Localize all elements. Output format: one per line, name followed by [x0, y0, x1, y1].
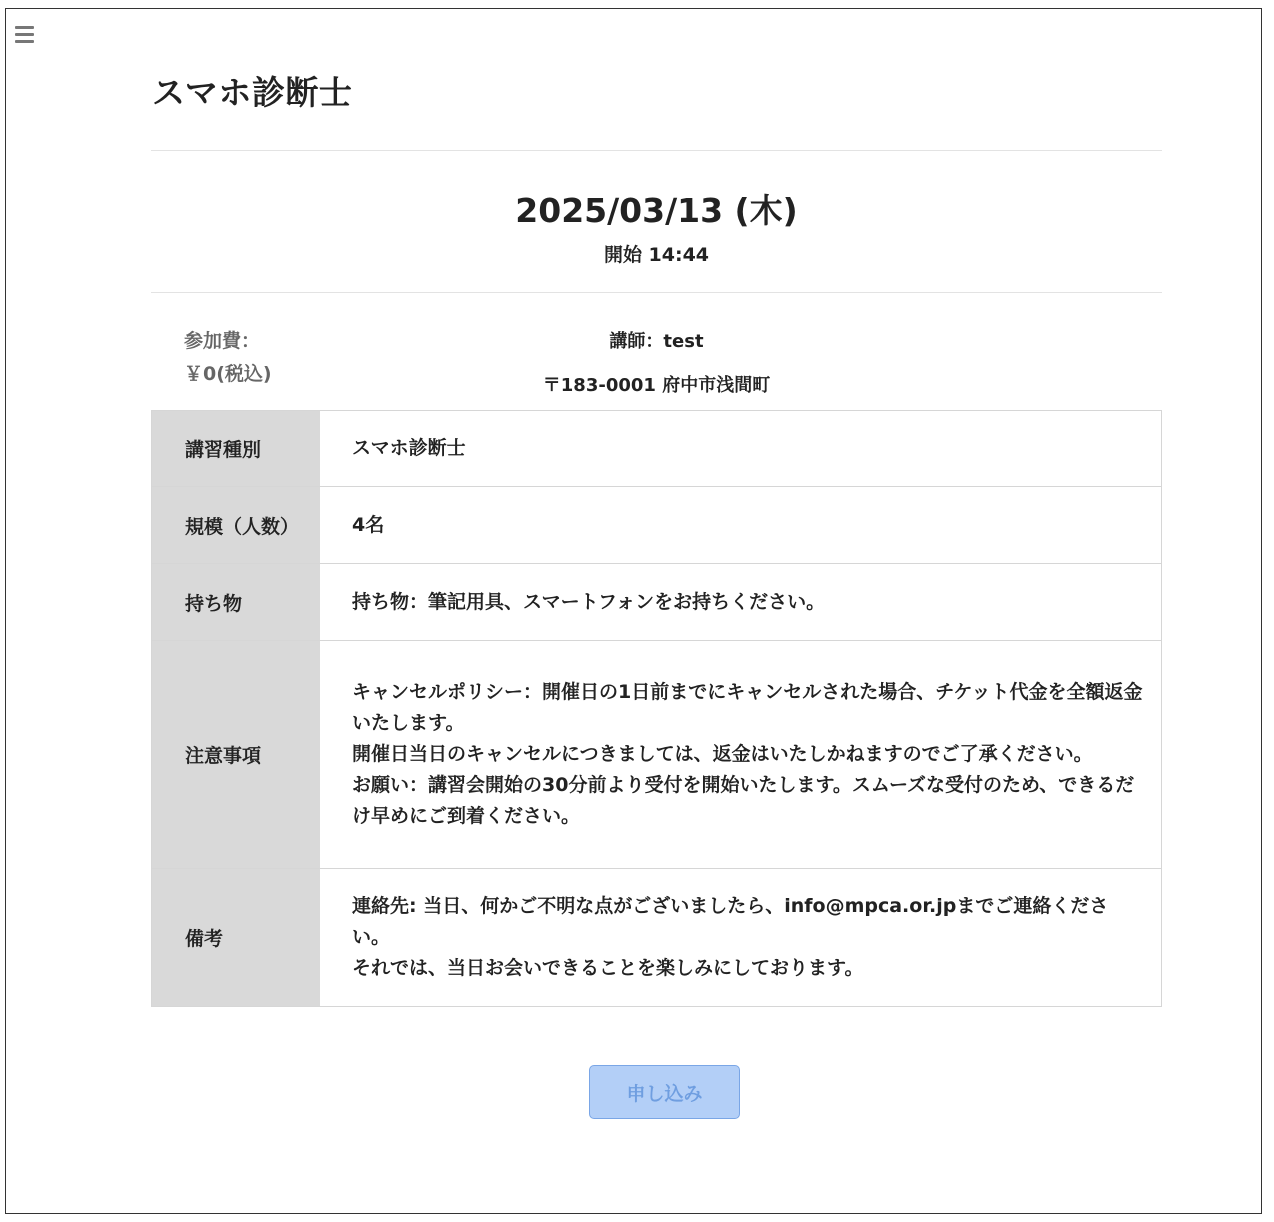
- row-value-notes: キャンセルポリシー：開催日の1日前までにキャンセルされた場合、チケット代金を全額返金いたします。 開催日当日のキャンセルにつきましては、返金はいたしかねますのでご了承ください。 お願い：講習会開始の30分前より受付を開始いたします。スムーズな受付のため、できるだけ早めにご到着ください。: [352, 681, 1143, 827]
- fee-label: 参加費：: [184, 330, 261, 352]
- hamburger-menu-icon[interactable]: [15, 26, 35, 44]
- row-label-remarks: 備考: [152, 869, 320, 1006]
- table-row: [152, 487, 1161, 564]
- fee-value: ￥0(税込): [184, 363, 272, 385]
- row-label-belongings: 持ち物: [152, 564, 320, 640]
- table-row: [152, 411, 1161, 487]
- date-divider: [151, 292, 1162, 293]
- details-table: [151, 410, 1162, 1007]
- page-frame: [5, 8, 1262, 1214]
- event-start-time: 開始 14:44: [603, 244, 710, 266]
- row-value-remarks: 連絡先: 当日、何かご不明な点がございましたら、info@mpca.or.jpまでご連絡ください。 それでは、当日お会いできることを楽しみにしております。: [352, 895, 1109, 979]
- row-value-capacity: 4名: [352, 513, 385, 536]
- apply-button[interactable]: 申し込み: [589, 1065, 740, 1119]
- row-label-notes: 注意事項: [152, 641, 320, 868]
- instructor-name: 講師：test: [609, 331, 704, 352]
- table-row: [152, 564, 1161, 641]
- event-date: 2025/03/13 (木): [515, 191, 798, 230]
- venue-address: 〒183-0001 府中市浅間町: [542, 375, 771, 396]
- header-divider: [151, 150, 1162, 151]
- row-label-course-type: 講習種別: [152, 411, 320, 486]
- row-value-belongings: 持ち物：筆記用具、スマートフォンをお持ちください。: [352, 590, 826, 613]
- row-label-capacity: 規模（人数）: [152, 487, 320, 563]
- page-title: スマホ診断士: [152, 73, 353, 112]
- row-value-course-type: スマホ診断士: [352, 437, 466, 459]
- table-row: [152, 869, 1161, 1006]
- table-row: [152, 641, 1161, 869]
